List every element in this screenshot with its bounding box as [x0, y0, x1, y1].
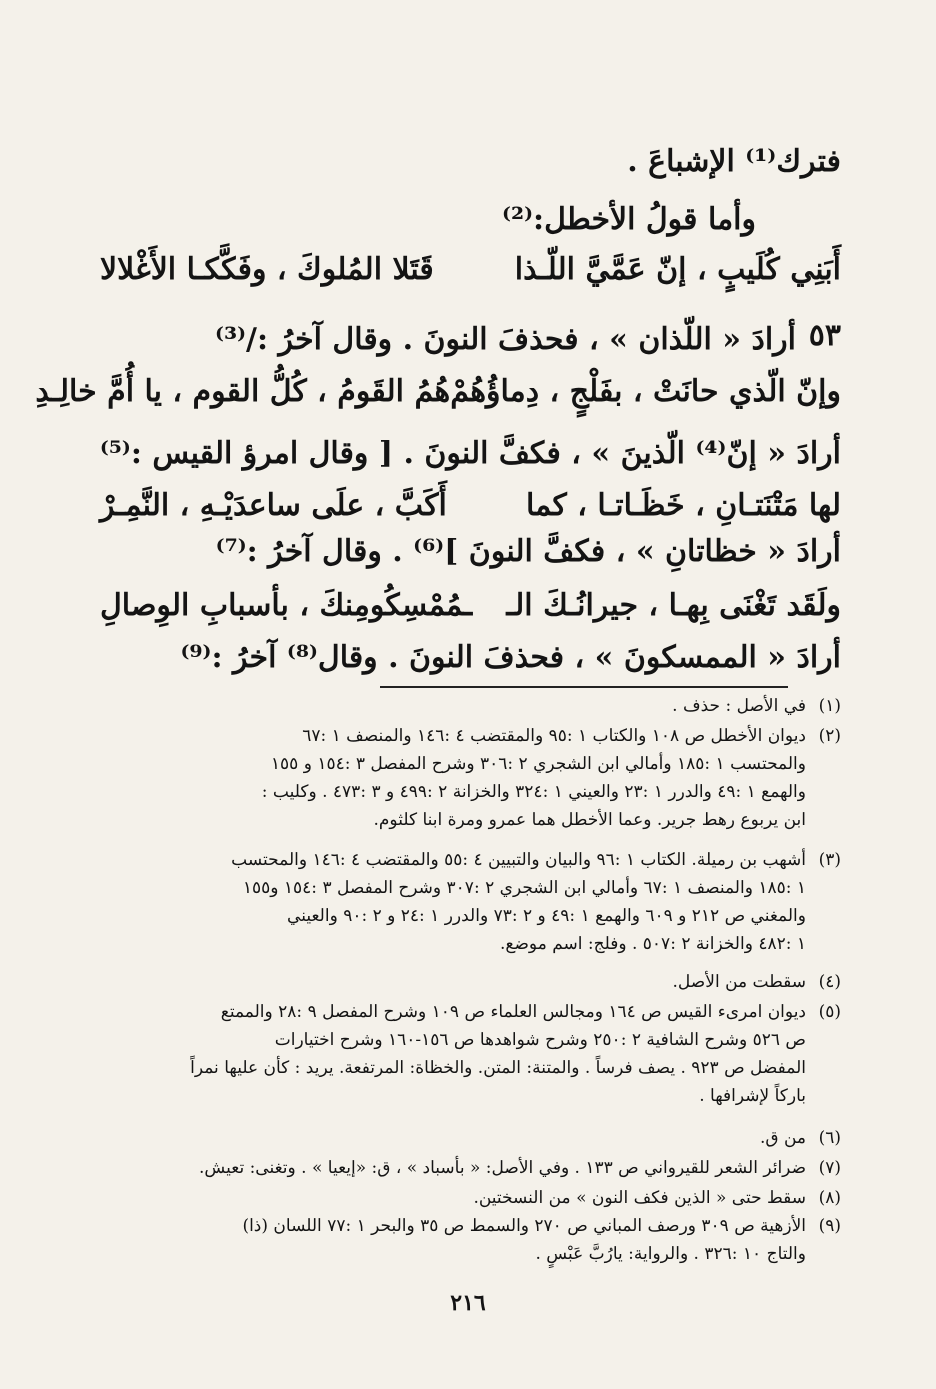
- footnote-1: [100, 692, 806, 720]
- footnote-7: [100, 1154, 806, 1182]
- verse-1-first-hemistich: أَبَنِي كُلَيبٍ ، إنّ عَمَّيَّ اللّـذا: [514, 252, 841, 287]
- footnote-7-number: (٧): [818, 1158, 841, 1178]
- footnote-6: [100, 1124, 806, 1152]
- footnote-3-line-1: أشهب بن رميلة. الكتاب ١ :٩٦ والبيان والتبيين ٤ :٥٥ والمقتضب ٤ :١٤٦ والمحتسب: [231, 850, 806, 870]
- footnote-2-line-1: ديوان الأخطل ص ١٠٨ والكتاب ١ :٩٥ والمقتضب ٤ :١٤٦ والمنصف ١ :٦٧: [302, 726, 806, 746]
- verse-4: [100, 584, 841, 628]
- footnote-8-line-1: سقط حتى « الذين فكف النون » من النسختين.: [473, 1188, 806, 1208]
- footnote-3: [100, 846, 806, 958]
- text-line-4: أرادَ « إنّ⁽⁴⁾ الّذينَ » ، فكفَّ النونَ . [ وقال امرؤ القيس :⁽⁵⁾: [99, 436, 841, 471]
- footnote-1-number: (١): [818, 696, 841, 716]
- footnote-3-line-4: ١ :٤٨٢ والخزانة ٢ :٥٠٧ . وفلج: اسم موضع.: [500, 934, 806, 954]
- verse-4-first-hemistich: ولَقَد تَغْنَى بِهـا ، جيرانُـكَ الـ: [506, 588, 841, 623]
- footnote-6-line-1: من ق.: [759, 1128, 806, 1148]
- text-line-6: أرادَ « الممسكونَ » ، فحذفَ النونَ . وقال⁽⁸⁾ آخرُ :⁽⁹⁾: [180, 640, 841, 675]
- text-line-1: فترك⁽¹⁾ الإشباعَ .: [627, 144, 841, 179]
- footnote-7-line-1: ضرائر الشعر للقيرواني ص ١٣٣ . وفي الأصل: « بأسباد » ، ق: «إيعيا » . وتغنى: تعيش.: [199, 1158, 806, 1178]
- footnote-8-number: (٨): [818, 1188, 841, 1208]
- footnote-5-line-4: باركاً لإشرافها .: [699, 1086, 806, 1106]
- footnote-8: [100, 1184, 806, 1212]
- verse-3: [100, 484, 841, 528]
- margin-line-number: ٥٣: [808, 318, 841, 353]
- footnote-9-number: (٩): [818, 1216, 841, 1236]
- verse-2: [35, 370, 841, 414]
- footnote-9-line-1: الأزهية ص ٣٠٩ ورصف المباني ص ٢٧٠ والسمط ص ٣٥ والبحر ١ :٧٧ اللسان (ذا): [242, 1216, 806, 1236]
- footnote-4: [100, 968, 806, 996]
- text-line-2: وأما قولُ الأخطل:⁽²⁾: [502, 202, 756, 237]
- footnote-5: [100, 998, 806, 1110]
- footnote-2-line-2: والمحتسب ١ :١٨٥ وأمالي ابن الشجري ٢ :٣٠٦ وشرح المفصل ٣ :١٥٤ و ١٥٥: [270, 754, 806, 774]
- text-line-5: أرادَ « خظاتانِ » ، فكفَّ النونَ ]⁽⁶⁾ . وقال آخرُ :⁽⁷⁾: [215, 534, 841, 569]
- verse-4-second-hemistich: ـمُمْسِكُومِنكَ ، بأسبابِ الوِصالِ: [100, 588, 473, 623]
- verse-1: [100, 248, 841, 292]
- footnote-1-line-1: في الأصل : حذف .: [672, 696, 806, 716]
- footnote-2-number: (٢): [818, 726, 841, 746]
- verse-2-second-hemistich: هُمُ القَومُ ، كُلُّ القوم ، يا أُمَّ خالِـدِ: [35, 374, 451, 409]
- footnote-6-number: (٦): [818, 1128, 841, 1148]
- verse-1-second-hemistich: قَتَلا المُلوكَ ، وفَكَّكـا الأَغْلالا: [100, 252, 434, 287]
- footnote-5-line-3: المفضل ص ٩٢٣ . يصف فرساً . والمتنة: المتن. والخظاة: المرتفعة. يريد : كأن عليها نمراً: [190, 1058, 806, 1078]
- page-number: ٢١٦: [450, 1290, 486, 1316]
- footnote-2-line-3: والهمع ١ :٤٩ والدرر ١ :٢٣ والعيني ١ :٣٢٤ والخزانة ٢ :٤٩٩ و ٣ :٤٧٣ . وكليب :: [261, 782, 806, 802]
- footnote-separator: [380, 686, 788, 688]
- footnote-9: [100, 1212, 806, 1268]
- footnote-5-line-1: ديوان امرىء القيس ص ١٦٤ ومجالس العلماء ص ١٠٩ وشرح المفصل ٩ :٢٨ والممتع: [220, 1002, 806, 1022]
- footnote-4-number: (٤): [818, 972, 841, 992]
- footnote-2: [100, 722, 806, 834]
- footnote-5-line-2: ص ٥٢٦ وشرح الشافية ٢ :٢٥٠ وشرح شواهدها ص ١٥٦-١٦٠ وشرح اختيارات: [274, 1030, 806, 1050]
- footnote-2-line-4: ابن يربوع رهط جرير. وعما الأخطل هما عمرو ومرة ابنا كلثوم.: [373, 810, 806, 830]
- verse-3-first-hemistich: لها مَتْنَتـانِ ، خَظَـاتـا ، كما: [525, 488, 841, 523]
- text-line-3: أرادَ « اللّذان » ، فحذفَ النونَ . وقال آخرُ :/⁽³⁾: [215, 322, 796, 357]
- footnote-3-line-3: والمغني ص ٢١٢ و ٦٠٩ والهمع ١ :٤٩ و ٢ :٧٣ والدرر ١ :٢٤ و ٢ :٩٠ والعيني: [287, 906, 806, 926]
- footnote-9-line-2: والتاج ١٠ :٣٢٦ . والرواية: يارُبَّ عَبْسٍ .: [535, 1244, 806, 1264]
- verse-3-second-hemistich: أَكَبَّ ، علَى ساعدَيْـهِ ، النَّمِـرْ: [100, 488, 447, 523]
- footnote-3-line-2: ١ :١٨٥ والمنصف ١ :٦٧ وأمالي ابن الشجري ٢ :٣٠٧ وشرح المفصل ٣ :١٥٤ و١٥٥: [242, 878, 806, 898]
- verse-2-first-hemistich: وإنّ الّذي حانَتْ ، بفَلْجٍ ، دِماؤُهُمْ: [450, 374, 841, 409]
- footnote-5-number: (٥): [818, 1002, 841, 1022]
- footnote-3-number: (٣): [818, 850, 841, 870]
- footnote-4-line-1: سقطت من الأصل.: [672, 972, 806, 992]
